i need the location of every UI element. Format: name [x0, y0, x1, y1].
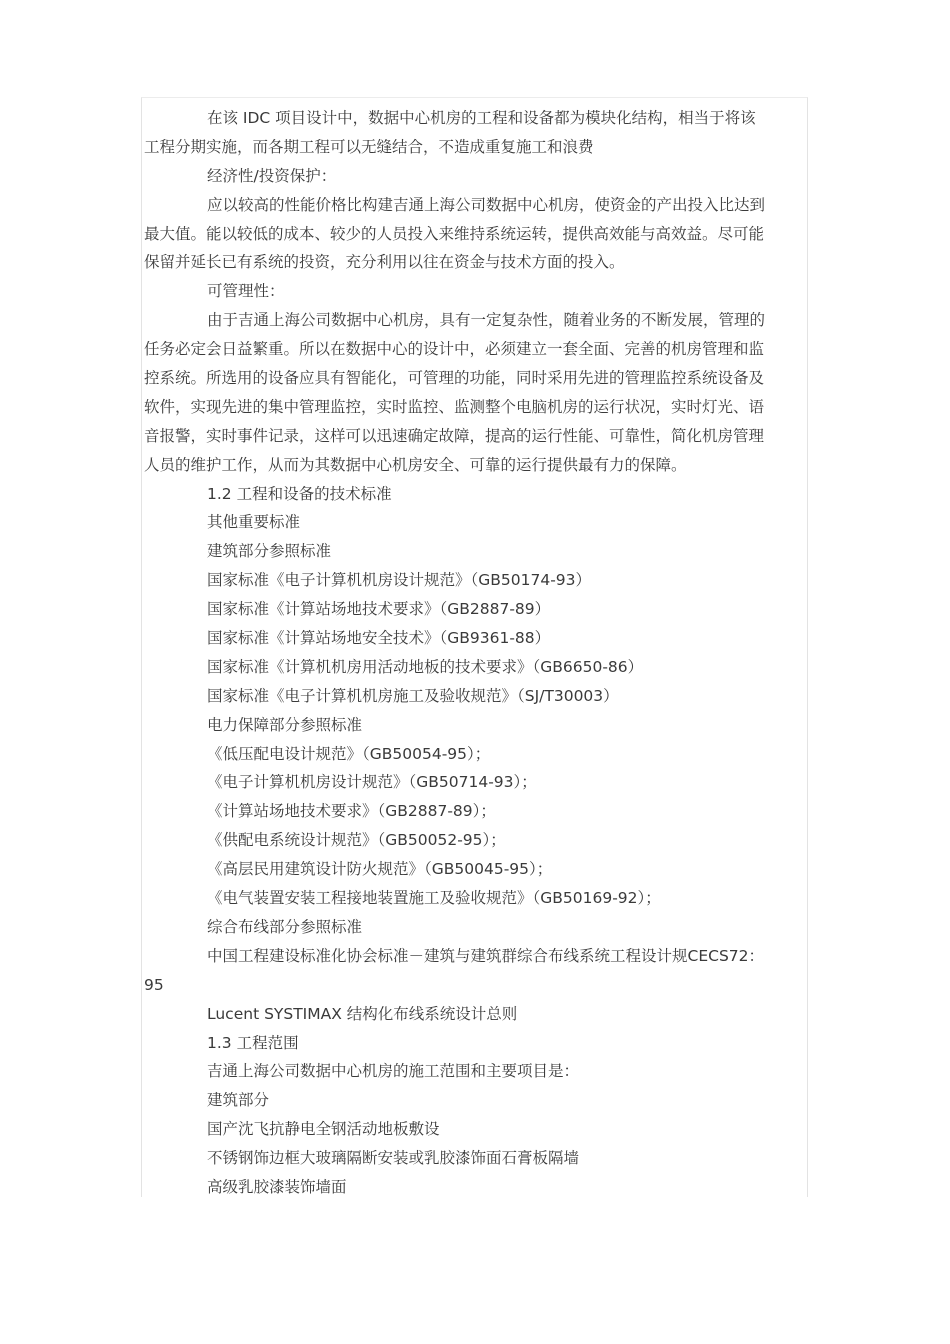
text-line: 国家标准《电子计算机机房施工及验收规范》（SJ/T30003）: [207, 686, 619, 705]
text-line: 1.3 工程范围: [207, 1033, 299, 1052]
text-line: 音报警，实时事件记录，这样可以迅速确定故障，提高的运行性能、可靠性，简化机房管理: [144, 426, 765, 445]
text-line: 国家标准《电子计算机机房设计规范》（GB50174-93）: [207, 571, 592, 590]
text-line: 国产沈飞抗静电全钢活动地板敷设: [207, 1120, 440, 1139]
text-line: 人员的维护工作，从而为其数据中心机房安全、可靠的运行提供最有力的保障。: [144, 455, 687, 474]
text-line: 《高层民用建筑设计防火规范》（GB50045-95）；: [207, 860, 553, 879]
text-line: Lucent SYSTIMAX 结构化布线系统设计总则: [207, 1004, 518, 1023]
text-line: 国家标准《计算机机房用活动地板的技术要求》（GB6650-86）: [207, 657, 644, 676]
text-line: 保留并延长已有系统的投资，充分利用以往在资金与技术方面的投入。: [144, 253, 625, 272]
text-line: 应以较高的性能价格比构建吉通上海公司数据中心机房，使资金的产出投入比达到: [207, 195, 766, 214]
text-line: 1.2 工程和设备的技术标准: [207, 484, 392, 503]
text-line: 电力保障部分参照标准: [207, 715, 363, 734]
text-line: 软件，实现先进的集中管理监控，实时监控、监测整个电脑机房的运行状况，实时灯光、语: [144, 397, 765, 416]
text-line: 工程分期实施，而各期工程可以无缝结合，不造成重复施工和浪费: [144, 137, 594, 156]
text-line: 不锈钢饰边框大玻璃隔断安装或乳胶漆饰面石膏板隔墙: [207, 1149, 580, 1168]
text-line: 综合布线部分参照标准: [207, 917, 363, 936]
text-line: 《计算站场地技术要求》（GB2887-89）；: [207, 802, 496, 821]
text-line: 高级乳胶漆装饰墙面: [207, 1177, 347, 1196]
text-line: 吉通上海公司数据中心机房的施工范围和主要项目是：: [207, 1062, 580, 1081]
text-line: 建筑部分参照标准: [207, 542, 332, 561]
text-line: 控系统。所选用的设备应具有智能化，可管理的功能，同时采用先进的管理监控系统设备及: [144, 369, 765, 388]
text-line: 中国工程建设标准化协会标准－建筑与建筑群综合布线系统工程设计规CECS72：: [207, 946, 765, 965]
text-line: 最大值。能以较低的成本、较少的人员投入来维持系统运转，提供高效能与高效益。尽可能: [144, 224, 765, 243]
text-line: 经济性/投资保护：: [207, 166, 337, 185]
text-line: 国家标准《计算站场地技术要求》（GB2887-89）: [207, 600, 551, 619]
text-line: 建筑部分: [207, 1091, 270, 1110]
text-line: 其他重要标准: [207, 513, 301, 532]
text-line: 可管理性：: [207, 282, 285, 301]
text-line: 95: [144, 975, 164, 994]
text-line: 任务必定会日益繁重。所以在数据中心的设计中，必须建立一套全面、完善的机房管理和监: [144, 340, 765, 359]
text-line: 在该 IDC 项目设计中，数据中心机房的工程和设备都为模块化结构，相当于将该: [207, 109, 756, 127]
text-line: 《电气装置安装工程接地装置施工及验收规范》（GB50169-92）；: [207, 889, 661, 908]
text-line: 国家标准《计算站场地安全技术》（GB9361-88）: [207, 629, 551, 648]
text-line: 《电子计算机机房设计规范》（GB50714-93）；: [207, 773, 537, 792]
document-body: [144, 104, 816, 1202]
text-line: 《低压配电设计规范》（GB50054-95）；: [207, 744, 491, 763]
text-line: 《供配电系统设计规范》（GB50052-95）；: [207, 831, 506, 850]
text-line: 由于吉通上海公司数据中心机房，具有一定复杂性，随着业务的不断发展，管理的: [207, 311, 766, 330]
